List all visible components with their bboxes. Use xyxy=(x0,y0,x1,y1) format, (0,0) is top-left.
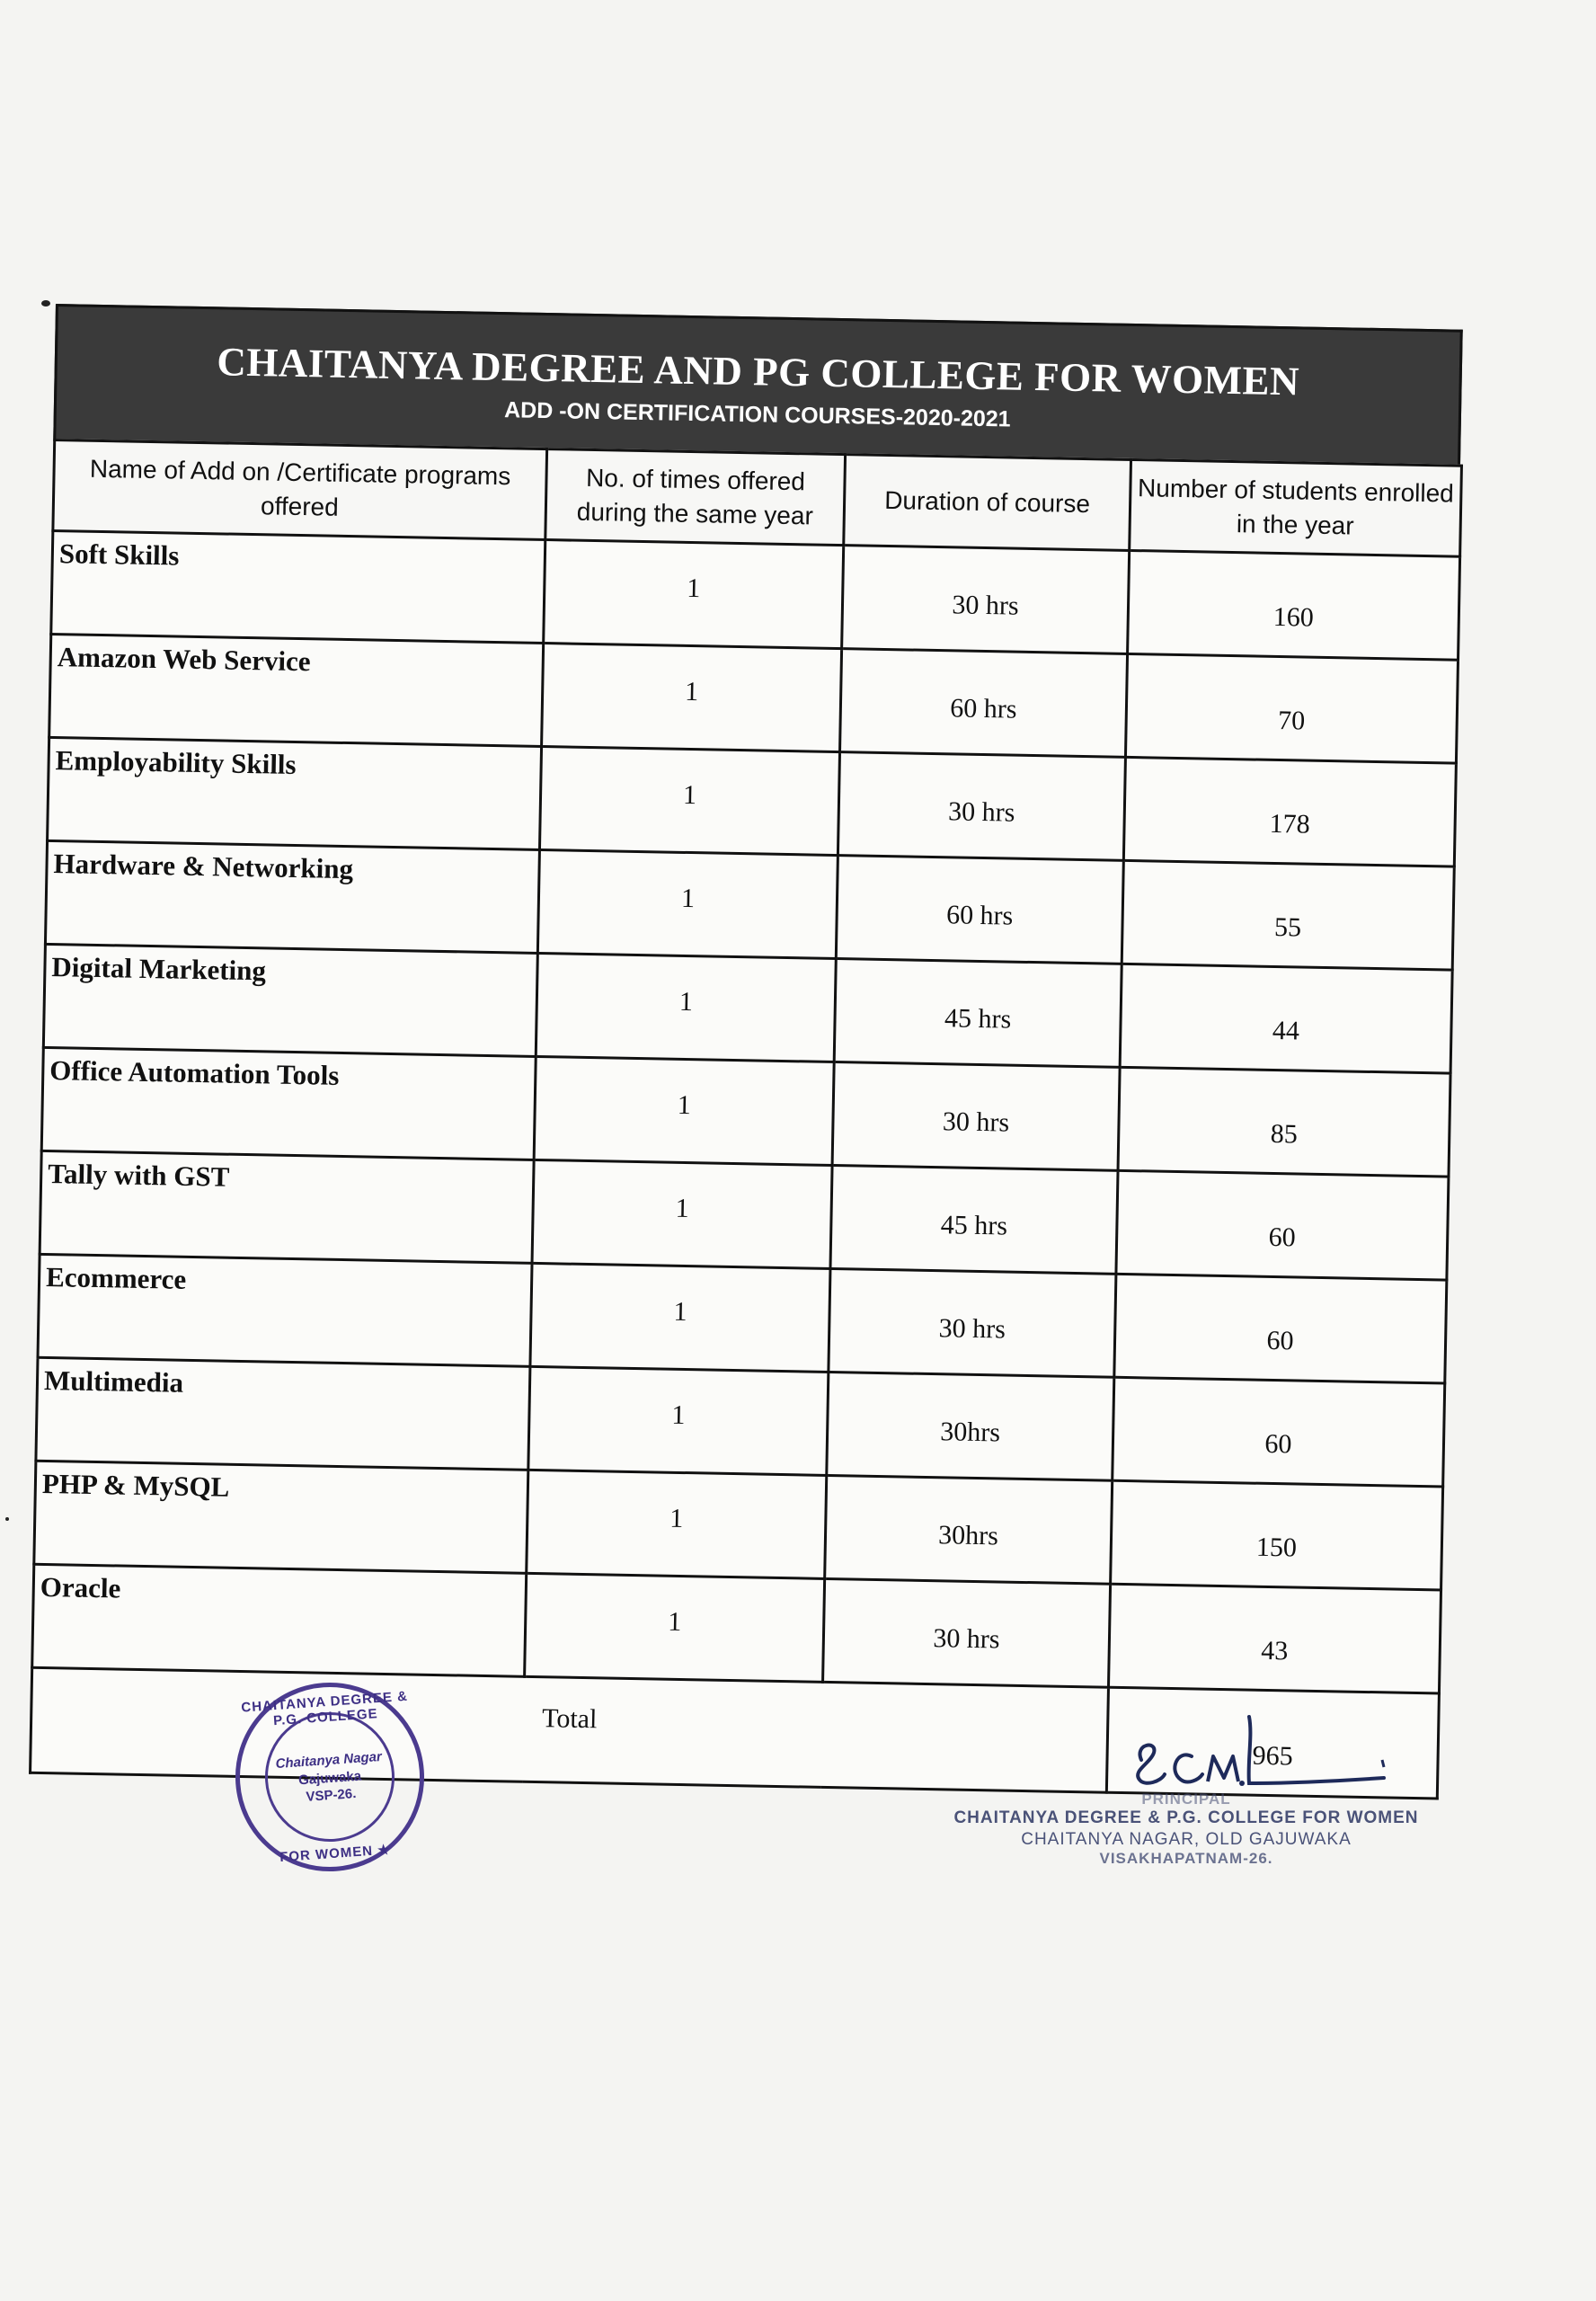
times-offered-cell: 1 xyxy=(539,746,839,855)
duration-cell: 30 hrs xyxy=(842,546,1130,654)
total-value: 965 xyxy=(1106,1687,1439,1799)
stamp-ring-top-text: CHAITANYA DEGREE & P.G. COLLEGE xyxy=(240,1688,409,1729)
speck-mark xyxy=(41,300,50,307)
students-enrolled-cell: 160 xyxy=(1128,550,1460,660)
program-name-cell: Hardware & Networking xyxy=(45,840,539,953)
stamp-line-1: Chaitanya Nagar xyxy=(275,1748,383,1772)
times-offered-cell: 1 xyxy=(544,540,844,649)
speck-mark xyxy=(5,1517,9,1521)
duration-cell: 60 hrs xyxy=(840,649,1128,758)
students-enrolled-cell: 60 xyxy=(1114,1274,1447,1383)
students-enrolled-cell: 85 xyxy=(1118,1067,1450,1177)
program-name-cell: Ecommerce xyxy=(38,1254,532,1366)
times-offered-cell: 1 xyxy=(542,644,842,752)
seal-college-name: CHAITANYA DEGREE & P.G. COLLEGE FOR WOMEN xyxy=(953,1808,1419,1827)
duration-cell: 30 hrs xyxy=(832,1062,1120,1171)
program-name-cell: Oracle xyxy=(32,1564,527,1676)
program-name-cell: Soft Skills xyxy=(51,530,545,643)
program-name-cell: Amazon Web Service xyxy=(49,634,544,746)
times-offered-cell: 1 xyxy=(532,1159,832,1268)
duration-cell: 30 hrs xyxy=(829,1268,1116,1377)
header-duration: Duration of course xyxy=(844,455,1131,551)
course-sheet xyxy=(29,304,1463,1799)
header-students-enrolled: Number of students enrolled in the year xyxy=(1130,459,1462,556)
stamp-center xyxy=(274,1748,386,1808)
program-name-cell: PHP & MySQL xyxy=(34,1461,528,1573)
title-banner xyxy=(53,304,1462,465)
course-year-subtitle: ADD -ON CERTIFICATION COURSES-2020-2021 xyxy=(503,396,1011,431)
students-enrolled-cell: 60 xyxy=(1113,1377,1445,1487)
times-offered-cell: 1 xyxy=(525,1573,825,1682)
duration-cell: 45 hrs xyxy=(834,959,1122,1068)
students-enrolled-cell: 43 xyxy=(1108,1584,1441,1693)
college-stamp xyxy=(229,1676,430,1878)
header-times-offered: No. of times offered during the same year xyxy=(545,449,846,546)
college-title: CHAITANYA DEGREE AND PG COLLEGE FOR WOMEN xyxy=(216,339,1300,404)
students-enrolled-cell: 70 xyxy=(1125,653,1458,763)
header-program-name: Name of Add on /Certificate programs offered xyxy=(53,440,547,540)
students-enrolled-cell: 150 xyxy=(1111,1480,1443,1590)
times-offered-cell: 1 xyxy=(527,1470,827,1578)
seal-city: VISAKHAPATNAM-26. xyxy=(1099,1850,1273,1867)
total-label: Total xyxy=(31,1667,1109,1792)
times-offered-cell: 1 xyxy=(537,849,838,958)
duration-cell: 30hrs xyxy=(827,1372,1114,1480)
students-enrolled-cell: 60 xyxy=(1116,1170,1449,1280)
stamp-line-2: Gajuwaka xyxy=(297,1768,362,1788)
times-offered-cell: 1 xyxy=(536,953,836,1062)
seal-address: CHAITANYA NAGAR, OLD GAJUWAKA xyxy=(1021,1830,1352,1849)
program-name-cell: Tally with GST xyxy=(40,1150,534,1263)
duration-cell: 30 hrs xyxy=(838,752,1125,861)
duration-cell: 30hrs xyxy=(825,1475,1113,1584)
duration-cell: 60 hrs xyxy=(836,856,1123,964)
seal-title: PRINCIPAL xyxy=(1141,1790,1231,1808)
stamp-ring-bottom-text: FOR WOMEN ★ xyxy=(279,1842,392,1866)
times-offered-cell: 1 xyxy=(534,1056,834,1165)
program-name-cell: Employability Skills xyxy=(48,737,542,849)
students-enrolled-cell: 55 xyxy=(1122,860,1454,970)
students-enrolled-cell: 178 xyxy=(1123,757,1456,866)
times-offered-cell: 1 xyxy=(530,1263,830,1372)
students-enrolled-cell: 44 xyxy=(1120,964,1452,1073)
program-name-cell: Digital Marketing xyxy=(43,944,537,1056)
program-name-cell: Office Automation Tools xyxy=(41,1047,536,1159)
times-offered-cell: 1 xyxy=(528,1366,829,1475)
duration-cell: 30 hrs xyxy=(823,1578,1111,1687)
duration-cell: 45 hrs xyxy=(830,1165,1118,1274)
program-name-cell: Multimedia xyxy=(36,1357,530,1470)
principal-signature-area xyxy=(935,1708,1438,1870)
courses-table xyxy=(29,439,1463,1800)
stamp-line-3: VSP-26. xyxy=(305,1786,357,1805)
